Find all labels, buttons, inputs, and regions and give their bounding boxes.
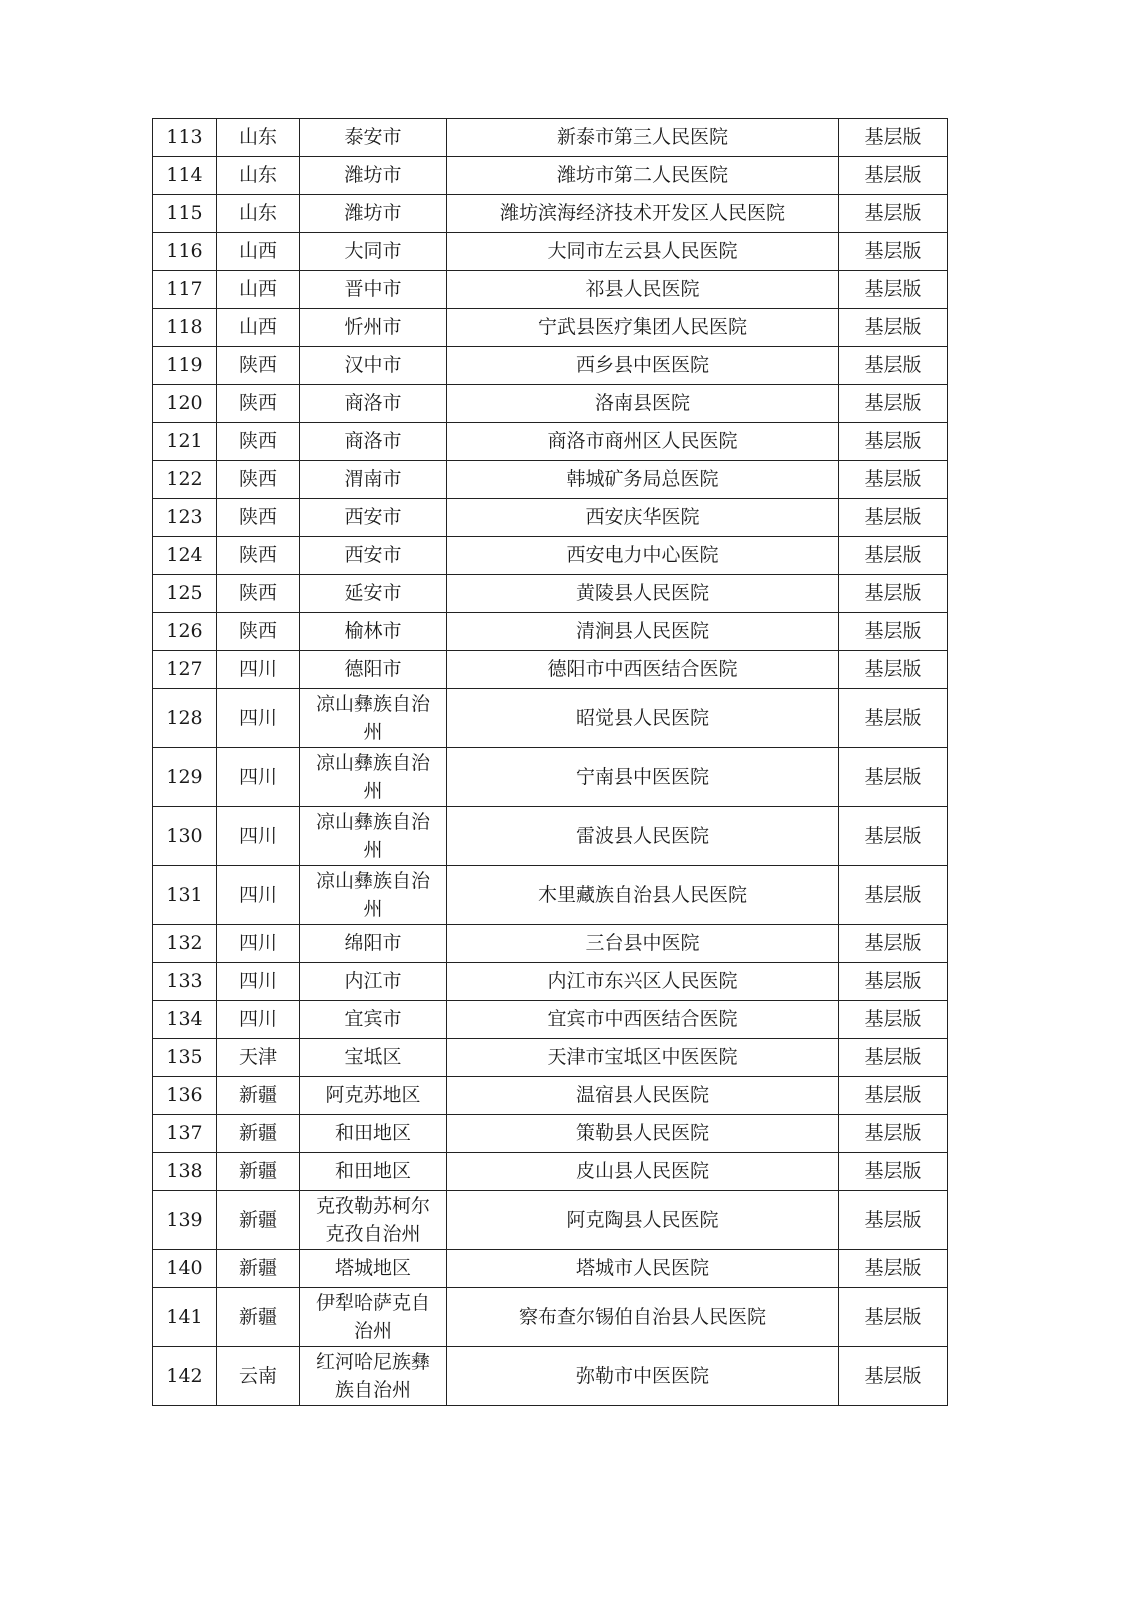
city-cell <box>300 1288 447 1347</box>
table-row <box>153 157 948 195</box>
city-cell: 塔城地区 <box>300 1250 447 1288</box>
city-cell: 绵阳市 <box>300 925 447 963</box>
province-cell: 新疆 <box>217 1115 300 1153</box>
hospital-cell: 木里藏族自治县人民医院 <box>447 866 839 925</box>
table-row <box>153 1288 948 1347</box>
hospital-cell: 宁南县中医医院 <box>447 748 839 807</box>
row-number-cell: 130 <box>153 807 217 866</box>
province-cell: 山西 <box>217 271 300 309</box>
table-row <box>153 1001 948 1039</box>
version-cell: 基层版 <box>839 866 948 925</box>
table-row <box>153 689 948 748</box>
province-cell: 四川 <box>217 748 300 807</box>
row-number-cell: 136 <box>153 1077 217 1115</box>
version-cell: 基层版 <box>839 461 948 499</box>
version-cell: 基层版 <box>839 925 948 963</box>
hospital-cell: 新泰市第三人民医院 <box>447 119 839 157</box>
row-number-cell: 129 <box>153 748 217 807</box>
hospital-cell: 大同市左云县人民医院 <box>447 233 839 271</box>
version-cell: 基层版 <box>839 385 948 423</box>
row-number-cell: 124 <box>153 537 217 575</box>
table-row <box>153 575 948 613</box>
city-cell: 大同市 <box>300 233 447 271</box>
hospital-cell: 弥勒市中医医院 <box>447 1347 839 1406</box>
row-number-cell: 117 <box>153 271 217 309</box>
province-cell: 陕西 <box>217 385 300 423</box>
hospital-cell: 昭觉县人民医院 <box>447 689 839 748</box>
hospital-cell: 察布查尔锡伯自治县人民医院 <box>447 1288 839 1347</box>
version-cell: 基层版 <box>839 1039 948 1077</box>
version-cell: 基层版 <box>839 1077 948 1115</box>
table-row <box>153 807 948 866</box>
version-cell: 基层版 <box>839 748 948 807</box>
province-cell: 山东 <box>217 195 300 233</box>
row-number-cell: 141 <box>153 1288 217 1347</box>
version-cell: 基层版 <box>839 1001 948 1039</box>
province-cell: 四川 <box>217 689 300 748</box>
hospital-cell: 潍坊市第二人民医院 <box>447 157 839 195</box>
city-cell <box>300 1191 447 1250</box>
city-line-1: 红河哈尼族彝 <box>315 1351 430 1373</box>
city-cell <box>300 1347 447 1406</box>
hospital-cell: 三台县中医院 <box>447 925 839 963</box>
province-cell: 陕西 <box>217 499 300 537</box>
version-cell: 基层版 <box>839 233 948 271</box>
table-row <box>153 1077 948 1115</box>
province-cell: 山东 <box>217 157 300 195</box>
province-cell: 陕西 <box>217 537 300 575</box>
city-cell: 德阳市 <box>300 651 447 689</box>
city-cell: 忻州市 <box>300 309 447 347</box>
row-number-cell: 125 <box>153 575 217 613</box>
city-cell: 渭南市 <box>300 461 447 499</box>
version-cell: 基层版 <box>839 423 948 461</box>
city-cell: 榆林市 <box>300 613 447 651</box>
city-cell: 泰安市 <box>300 119 447 157</box>
province-cell: 四川 <box>217 963 300 1001</box>
table-row <box>153 1039 948 1077</box>
province-cell: 四川 <box>217 651 300 689</box>
table-row <box>153 499 948 537</box>
version-cell: 基层版 <box>839 689 948 748</box>
table-row <box>153 537 948 575</box>
city-cell: 和田地区 <box>300 1115 447 1153</box>
hospital-cell: 策勒县人民医院 <box>447 1115 839 1153</box>
row-number-cell: 122 <box>153 461 217 499</box>
version-cell: 基层版 <box>839 613 948 651</box>
city-cell: 晋中市 <box>300 271 447 309</box>
province-cell: 四川 <box>217 866 300 925</box>
hospital-cell: 洛南县医院 <box>447 385 839 423</box>
province-cell: 天津 <box>217 1039 300 1077</box>
city-cell: 阿克苏地区 <box>300 1077 447 1115</box>
hospital-cell: 雷波县人民医院 <box>447 807 839 866</box>
city-cell: 潍坊市 <box>300 195 447 233</box>
row-number-cell: 119 <box>153 347 217 385</box>
city-line-1: 凉山彝族自治 <box>315 752 430 774</box>
city-cell: 内江市 <box>300 963 447 1001</box>
hospital-cell: 潍坊滨海经济技术开发区人民医院 <box>447 195 839 233</box>
province-cell: 陕西 <box>217 613 300 651</box>
city-cell: 商洛市 <box>300 423 447 461</box>
hospital-cell: 阿克陶县人民医院 <box>447 1191 839 1250</box>
city-line-2: 族自治州 <box>334 1379 411 1401</box>
city-cell: 商洛市 <box>300 385 447 423</box>
hospital-list-body <box>153 119 948 1406</box>
hospital-cell: 韩城矿务局总医院 <box>447 461 839 499</box>
table-row <box>153 347 948 385</box>
row-number-cell: 116 <box>153 233 217 271</box>
province-cell: 新疆 <box>217 1077 300 1115</box>
row-number-cell: 142 <box>153 1347 217 1406</box>
row-number-cell: 128 <box>153 689 217 748</box>
version-cell: 基层版 <box>839 963 948 1001</box>
version-cell: 基层版 <box>839 119 948 157</box>
province-cell: 陕西 <box>217 423 300 461</box>
table-row <box>153 748 948 807</box>
row-number-cell: 140 <box>153 1250 217 1288</box>
province-cell: 新疆 <box>217 1153 300 1191</box>
table-row <box>153 963 948 1001</box>
city-line-1: 伊犁哈萨克自 <box>315 1292 430 1314</box>
city-cell: 西安市 <box>300 499 447 537</box>
row-number-cell: 139 <box>153 1191 217 1250</box>
city-line-1: 凉山彝族自治 <box>315 811 430 833</box>
row-number-cell: 123 <box>153 499 217 537</box>
hospital-cell: 黄陵县人民医院 <box>447 575 839 613</box>
province-cell: 四川 <box>217 925 300 963</box>
table-row <box>153 119 948 157</box>
province-cell: 四川 <box>217 807 300 866</box>
version-cell: 基层版 <box>839 309 948 347</box>
city-line-2: 克孜自治州 <box>325 1223 421 1245</box>
row-number-cell: 114 <box>153 157 217 195</box>
table-row <box>153 309 948 347</box>
row-number-cell: 115 <box>153 195 217 233</box>
province-cell: 陕西 <box>217 347 300 385</box>
hospital-cell: 宁武县医疗集团人民医院 <box>447 309 839 347</box>
version-cell: 基层版 <box>839 499 948 537</box>
hospital-cell: 内江市东兴区人民医院 <box>447 963 839 1001</box>
table-row <box>153 233 948 271</box>
version-cell: 基层版 <box>839 575 948 613</box>
version-cell: 基层版 <box>839 537 948 575</box>
version-cell: 基层版 <box>839 1288 948 1347</box>
city-line-2: 州 <box>363 839 383 861</box>
version-cell: 基层版 <box>839 807 948 866</box>
province-cell: 陕西 <box>217 575 300 613</box>
row-number-cell: 120 <box>153 385 217 423</box>
city-line-2: 州 <box>363 780 383 802</box>
table-row <box>153 613 948 651</box>
row-number-cell: 138 <box>153 1153 217 1191</box>
version-cell: 基层版 <box>839 1191 948 1250</box>
table-row <box>153 423 948 461</box>
province-cell: 山东 <box>217 119 300 157</box>
province-cell: 陕西 <box>217 461 300 499</box>
city-cell: 和田地区 <box>300 1153 447 1191</box>
city-line-1: 凉山彝族自治 <box>315 693 430 715</box>
province-cell: 山西 <box>217 309 300 347</box>
province-cell: 新疆 <box>217 1288 300 1347</box>
hospital-cell: 西乡县中医医院 <box>447 347 839 385</box>
province-cell: 云南 <box>217 1347 300 1406</box>
city-cell <box>300 748 447 807</box>
row-number-cell: 133 <box>153 963 217 1001</box>
hospital-cell: 温宿县人民医院 <box>447 1077 839 1115</box>
city-cell: 宜宾市 <box>300 1001 447 1039</box>
table-row <box>153 866 948 925</box>
row-number-cell: 135 <box>153 1039 217 1077</box>
city-line-2: 州 <box>363 721 383 743</box>
hospital-cell: 清涧县人民医院 <box>447 613 839 651</box>
version-cell: 基层版 <box>839 195 948 233</box>
row-number-cell: 113 <box>153 119 217 157</box>
hospital-cell: 塔城市人民医院 <box>447 1250 839 1288</box>
version-cell: 基层版 <box>839 271 948 309</box>
hospital-cell: 西安庆华医院 <box>447 499 839 537</box>
table-row <box>153 385 948 423</box>
row-number-cell: 132 <box>153 925 217 963</box>
version-cell: 基层版 <box>839 1153 948 1191</box>
hospital-cell: 宜宾市中西医结合医院 <box>447 1001 839 1039</box>
province-cell: 新疆 <box>217 1191 300 1250</box>
table-row <box>153 1115 948 1153</box>
version-cell: 基层版 <box>839 157 948 195</box>
province-cell: 四川 <box>217 1001 300 1039</box>
row-number-cell: 118 <box>153 309 217 347</box>
city-line-1: 凉山彝族自治 <box>315 870 430 892</box>
table-row <box>153 1191 948 1250</box>
version-cell: 基层版 <box>839 1250 948 1288</box>
version-cell: 基层版 <box>839 347 948 385</box>
city-cell <box>300 866 447 925</box>
city-cell <box>300 689 447 748</box>
province-cell: 山西 <box>217 233 300 271</box>
hospital-cell: 德阳市中西医结合医院 <box>447 651 839 689</box>
hospital-cell: 西安电力中心医院 <box>447 537 839 575</box>
table-row <box>153 1250 948 1288</box>
row-number-cell: 126 <box>153 613 217 651</box>
province-cell: 新疆 <box>217 1250 300 1288</box>
row-number-cell: 131 <box>153 866 217 925</box>
version-cell: 基层版 <box>839 1115 948 1153</box>
version-cell: 基层版 <box>839 1347 948 1406</box>
version-cell: 基层版 <box>839 651 948 689</box>
table-row <box>153 925 948 963</box>
city-cell: 西安市 <box>300 537 447 575</box>
city-line-2: 州 <box>363 898 383 920</box>
hospital-list-table <box>152 118 948 1406</box>
table-row <box>153 195 948 233</box>
table-row <box>153 1347 948 1406</box>
hospital-cell: 祁县人民医院 <box>447 271 839 309</box>
hospital-cell: 商洛市商州区人民医院 <box>447 423 839 461</box>
row-number-cell: 134 <box>153 1001 217 1039</box>
hospital-cell: 天津市宝坻区中医医院 <box>447 1039 839 1077</box>
city-cell: 汉中市 <box>300 347 447 385</box>
row-number-cell: 127 <box>153 651 217 689</box>
hospital-cell: 皮山县人民医院 <box>447 1153 839 1191</box>
city-cell <box>300 807 447 866</box>
table-row <box>153 461 948 499</box>
city-cell: 潍坊市 <box>300 157 447 195</box>
city-line-2: 治州 <box>353 1320 392 1342</box>
row-number-cell: 137 <box>153 1115 217 1153</box>
table-row <box>153 1153 948 1191</box>
city-cell: 宝坻区 <box>300 1039 447 1077</box>
table-row <box>153 651 948 689</box>
table-row <box>153 271 948 309</box>
row-number-cell: 121 <box>153 423 217 461</box>
city-cell: 延安市 <box>300 575 447 613</box>
city-line-1: 克孜勒苏柯尔 <box>315 1195 430 1217</box>
